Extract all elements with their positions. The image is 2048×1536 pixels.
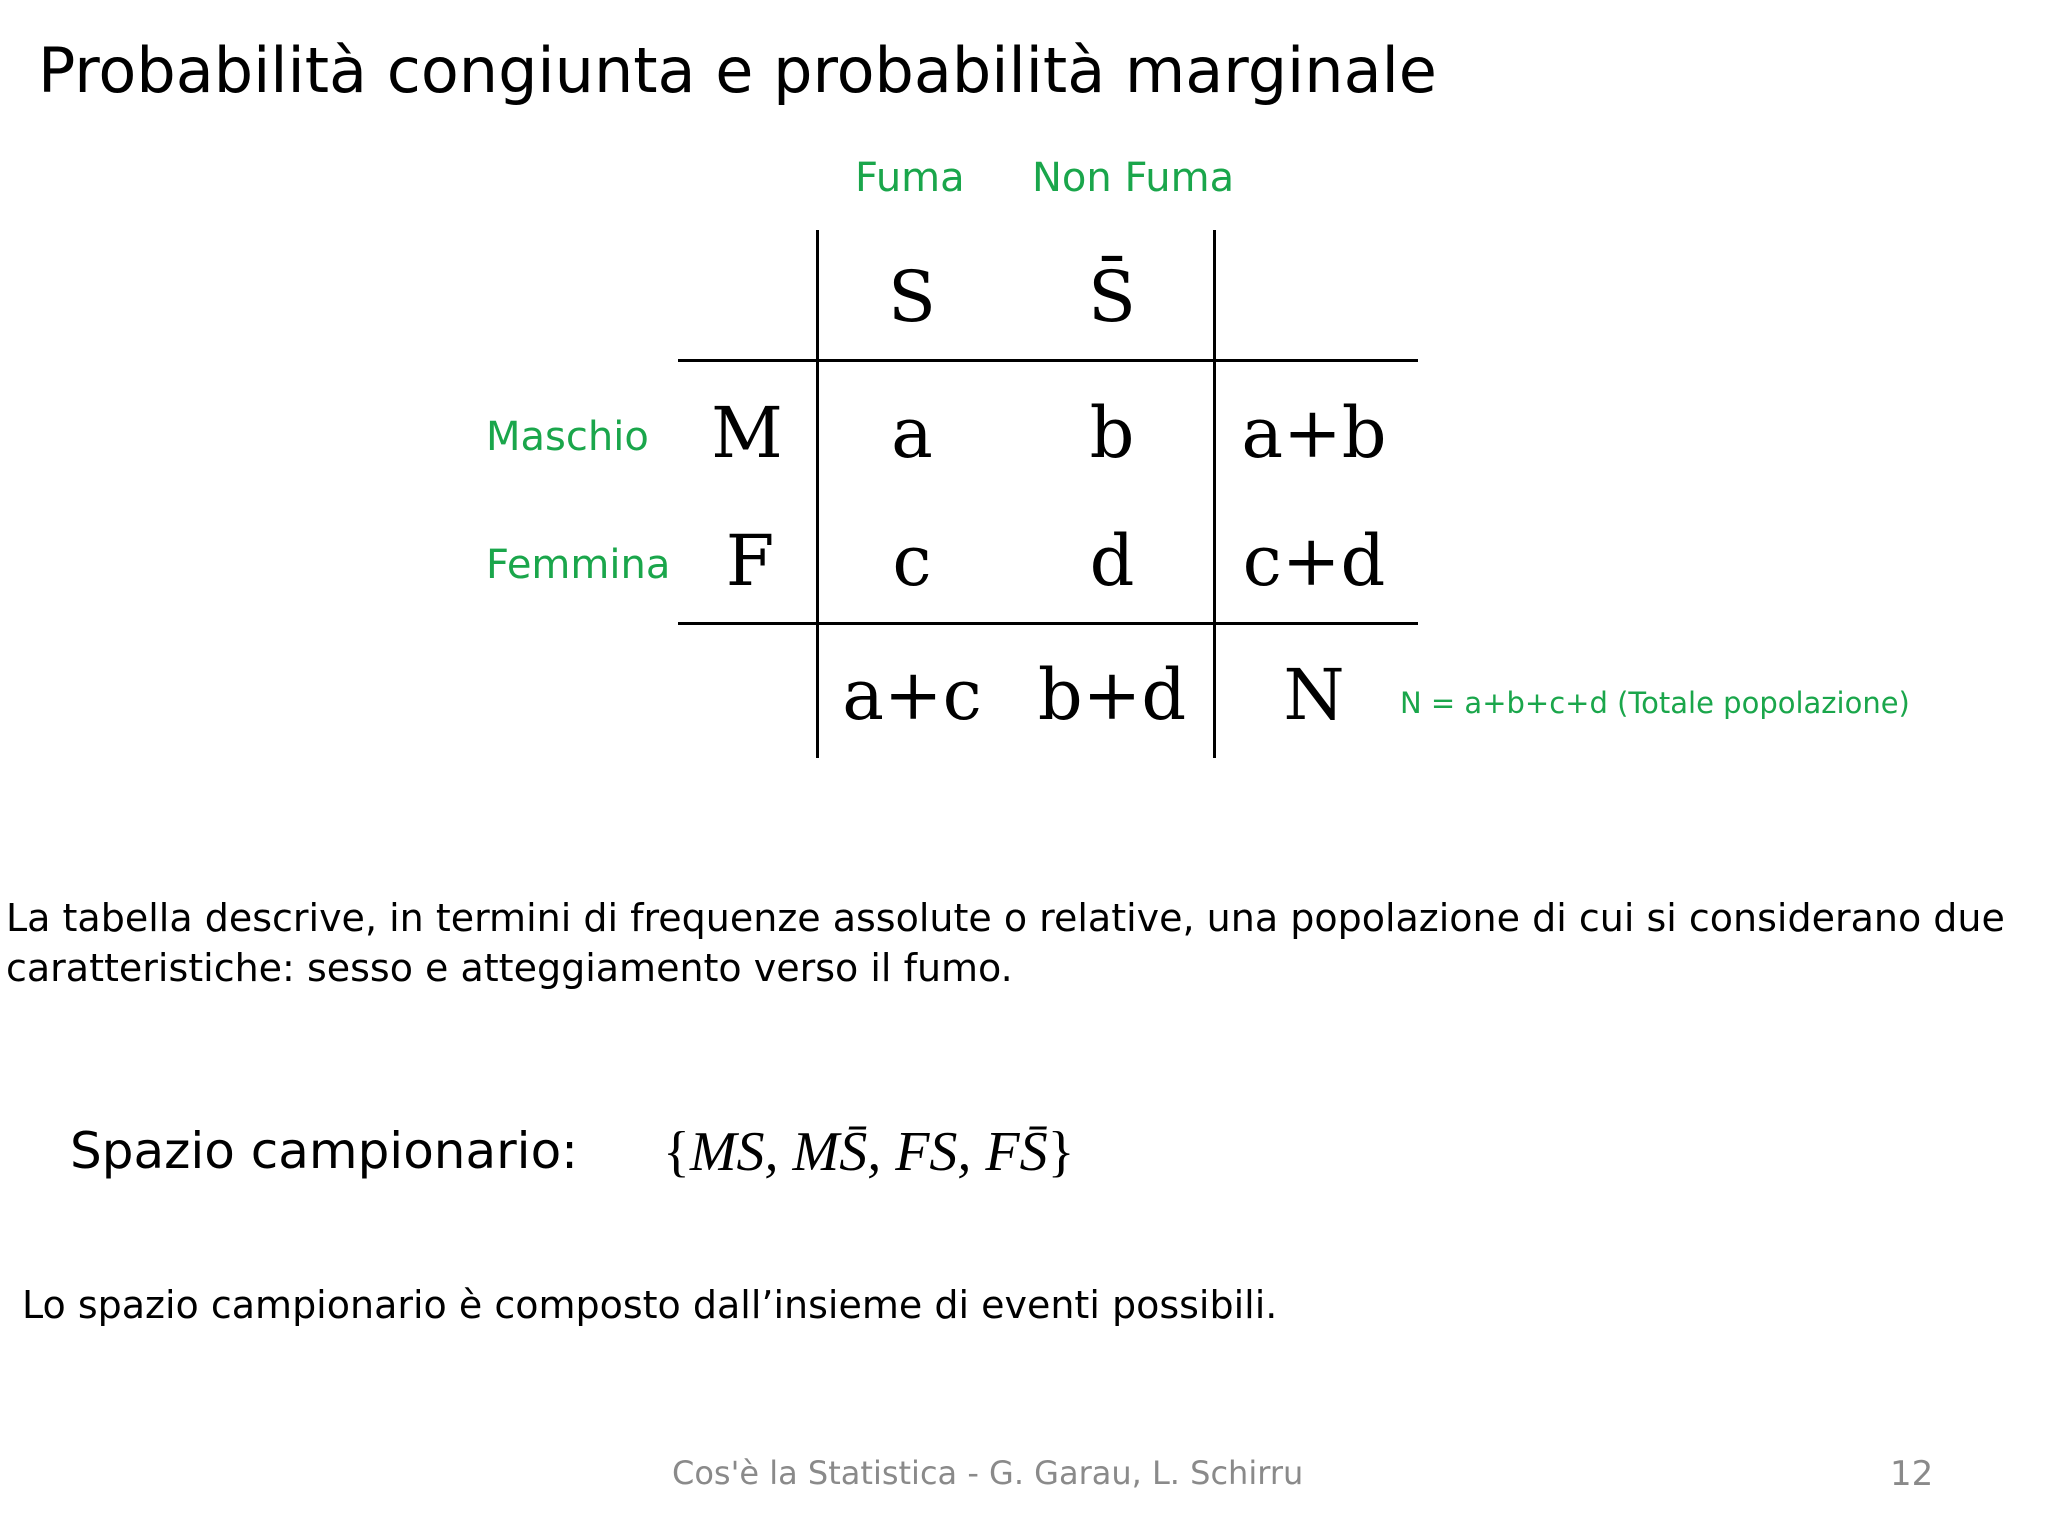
row-header-femmina: Femmina [486, 542, 671, 588]
col-symbol-s-bar: S̄ [1088, 256, 1136, 338]
sample-m-sbar: MS̄ [792, 1121, 868, 1183]
sample-f-sbar: FS̄ [985, 1121, 1048, 1183]
row-symbol-m: M [711, 392, 783, 474]
cell-b: b [1089, 392, 1135, 474]
row-symbol-f: F [725, 520, 775, 602]
cell-a: a [891, 392, 933, 474]
cell-d: d [1089, 520, 1135, 602]
table-vline-left [816, 230, 819, 758]
table-hline-top [678, 359, 1418, 362]
set-close-brace: } [1047, 1121, 1075, 1183]
sample-space-set: {MS, MS̄, FS, FS̄} [663, 1121, 1075, 1183]
col-symbol-s: S [888, 256, 936, 338]
total-population-note: N = a+b+c+d (Totale popolazione) [1400, 686, 1910, 720]
total-n: N [1283, 654, 1345, 736]
total-a-plus-c: a+c [842, 654, 982, 736]
set-open-brace: { [663, 1121, 690, 1183]
description-paragraph: La tabella descrive, in termini di frequenze assolute o relative, una popolazione di cui si considerano due caratteristiche: sesso e atteggiamento verso il fumo. [6, 896, 2005, 990]
total-b-plus-d: b+d [1037, 654, 1187, 736]
cell-a-plus-b: a+b [1241, 392, 1387, 474]
sample-fs: FS [895, 1121, 958, 1183]
table-vline-right [1213, 230, 1216, 758]
row-header-maschio: Maschio [486, 414, 649, 460]
col-header-non-fuma: Non Fuma [1032, 155, 1235, 201]
slide-title: Probabilità congiunta e probabilità marginale [38, 34, 1437, 107]
cell-c-plus-d: c+d [1242, 520, 1386, 602]
footer-credit: Cos'è la Statistica - G. Garau, L. Schirru [672, 1454, 1304, 1492]
cell-c: c [892, 520, 932, 602]
page-number: 12 [1890, 1454, 1934, 1494]
sample-ms: MS [689, 1121, 765, 1183]
table-hline-bottom [678, 622, 1418, 625]
final-note: Lo spazio campionario è composto dall’insieme di eventi possibili. [22, 1283, 1278, 1327]
sample-space-label: Spazio campionario: [70, 1122, 579, 1180]
col-header-fuma: Fuma [855, 155, 965, 201]
